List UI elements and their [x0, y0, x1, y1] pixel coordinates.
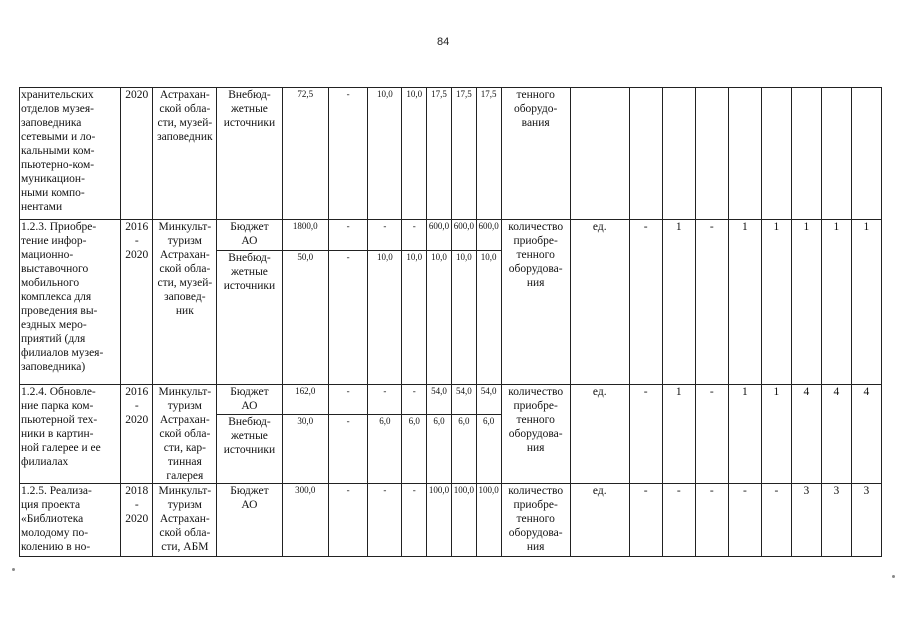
indicator-cell: количество приобре- тенного оборудова- ния [501, 385, 570, 484]
amount-year: - [402, 385, 427, 415]
target-cell: 1 [791, 220, 821, 385]
amount-year: - [368, 220, 402, 251]
source-cell: Внебюд- жетные источники [217, 414, 282, 483]
amount-total: 1800,0 [282, 220, 329, 251]
amount-total: 50,0 [282, 251, 329, 385]
amount-year: 100,0 [451, 484, 476, 557]
target-cell: 3 [821, 484, 851, 557]
amount-total: 30,0 [282, 414, 329, 483]
measure-name: хранительских отделов музея- заповедника сетевыми и ло- кальными ком- пьютерно-ком- муникацион- ными компо- нентами [20, 88, 121, 220]
measure-name: 1.2.4. Обновле- ние парка ком- пьютерной тех- ники в картин- ной галерее и ее филиалах [20, 385, 121, 484]
unit-cell: ед. [570, 385, 629, 484]
target-cell: 1 [662, 220, 695, 385]
amount-total: 72,5 [282, 88, 329, 220]
target-cell [761, 88, 791, 220]
amount-year: 6,0 [427, 414, 452, 483]
amount-total: 300,0 [282, 484, 329, 557]
amount-year: 6,0 [451, 414, 476, 483]
table-row [20, 484, 882, 557]
scan-speck [892, 575, 895, 578]
amount-year: 6,0 [476, 414, 501, 483]
amount-year: 600,0 [451, 220, 476, 251]
executor-cell: Астрахан- ской обла- сти, музей- заповедник [153, 88, 217, 220]
amount-year: - [329, 220, 368, 251]
scan-speck [12, 568, 15, 571]
source-cell: Бюджет АО [217, 484, 282, 557]
amount-total: 162,0 [282, 385, 329, 415]
target-cell: - [629, 385, 662, 484]
amount-year: 54,0 [476, 385, 501, 415]
amount-year: 600,0 [427, 220, 452, 251]
target-cell: 4 [791, 385, 821, 484]
indicator-cell: количество приобре- тенного оборудова- ния [501, 220, 570, 385]
amount-year: 10,0 [402, 251, 427, 385]
executor-cell: Минкульт- туризм Астрахан- ской обла- сти, АБМ [153, 484, 217, 557]
table-row [20, 385, 882, 415]
target-cell: - [695, 220, 728, 385]
target-cell: 1 [728, 220, 761, 385]
target-cell [629, 88, 662, 220]
source-cell: Внебюд- жетные источники [217, 251, 282, 385]
amount-year: 10,0 [402, 88, 427, 220]
target-cell: - [761, 484, 791, 557]
source-cell: Бюджет АО [217, 385, 282, 415]
source-cell: Бюджет АО [217, 220, 282, 251]
target-cell: - [629, 220, 662, 385]
target-cell [695, 88, 728, 220]
amount-year: 54,0 [451, 385, 476, 415]
target-cell [851, 88, 881, 220]
amount-year: - [402, 484, 427, 557]
target-cell: 1 [662, 385, 695, 484]
target-cell: - [695, 484, 728, 557]
amount-year: - [329, 385, 368, 415]
amount-year: 10,0 [476, 251, 501, 385]
table-row [20, 220, 882, 251]
amount-year: - [402, 220, 427, 251]
target-cell: 1 [821, 220, 851, 385]
target-cell: 1 [761, 220, 791, 385]
amount-year: 17,5 [451, 88, 476, 220]
years-cell: 2020 [121, 88, 153, 220]
target-cell: 1 [728, 385, 761, 484]
amount-year: 17,5 [476, 88, 501, 220]
executor-cell: Минкульт- туризм Астрахан- ской обла- сти, кар- тинная галерея [153, 385, 217, 484]
amount-year: 6,0 [402, 414, 427, 483]
amount-year: 10,0 [427, 251, 452, 385]
source-cell: Внебюд- жетные источники [217, 88, 282, 220]
amount-year: - [329, 251, 368, 385]
table-row [20, 88, 882, 220]
target-cell [728, 88, 761, 220]
measure-name: 1.2.5. Реализа- ция проекта «Библиотека молодому по- колению в но- [20, 484, 121, 557]
amount-year: 6,0 [368, 414, 402, 483]
target-cell [662, 88, 695, 220]
amount-year: 17,5 [427, 88, 452, 220]
unit-cell [570, 88, 629, 220]
target-cell: 3 [791, 484, 821, 557]
amount-year: 100,0 [476, 484, 501, 557]
target-cell: 1 [761, 385, 791, 484]
amount-year: 10,0 [368, 251, 402, 385]
amount-year: 10,0 [451, 251, 476, 385]
indicator-cell: количество приобре- тенного оборудова- ния [501, 484, 570, 557]
program-table [19, 87, 882, 557]
target-cell [821, 88, 851, 220]
target-cell: - [629, 484, 662, 557]
target-cell: 3 [851, 484, 881, 557]
target-cell: 4 [821, 385, 851, 484]
indicator-cell: тенного оборудо- вания [501, 88, 570, 220]
measure-name: 1.2.3. Приобре- тение инфор- мационно- выставочного мобильного комплекса для проведения вы- ездных меро- приятий (для филиалов музея- заповедника) [20, 220, 121, 385]
target-cell: - [662, 484, 695, 557]
years-cell: 2018 - 2020 [121, 484, 153, 557]
page-number: 84 [437, 36, 450, 48]
amount-year: 600,0 [476, 220, 501, 251]
amount-year: - [329, 88, 368, 220]
target-cell [791, 88, 821, 220]
amount-year: - [368, 385, 402, 415]
unit-cell: ед. [570, 220, 629, 385]
target-cell: 1 [851, 220, 881, 385]
target-cell: - [728, 484, 761, 557]
years-cell: 2016 - 2020 [121, 220, 153, 385]
amount-year: - [329, 484, 368, 557]
amount-year: 10,0 [368, 88, 402, 220]
amount-year: 100,0 [427, 484, 452, 557]
amount-year: 54,0 [427, 385, 452, 415]
executor-cell: Минкульт- туризм Астрахан- ской обла- сти, музей- заповед- ник [153, 220, 217, 385]
unit-cell: ед. [570, 484, 629, 557]
amount-year: - [329, 414, 368, 483]
amount-year: - [368, 484, 402, 557]
years-cell: 2016 - 2020 [121, 385, 153, 484]
target-cell: 4 [851, 385, 881, 484]
target-cell: - [695, 385, 728, 484]
